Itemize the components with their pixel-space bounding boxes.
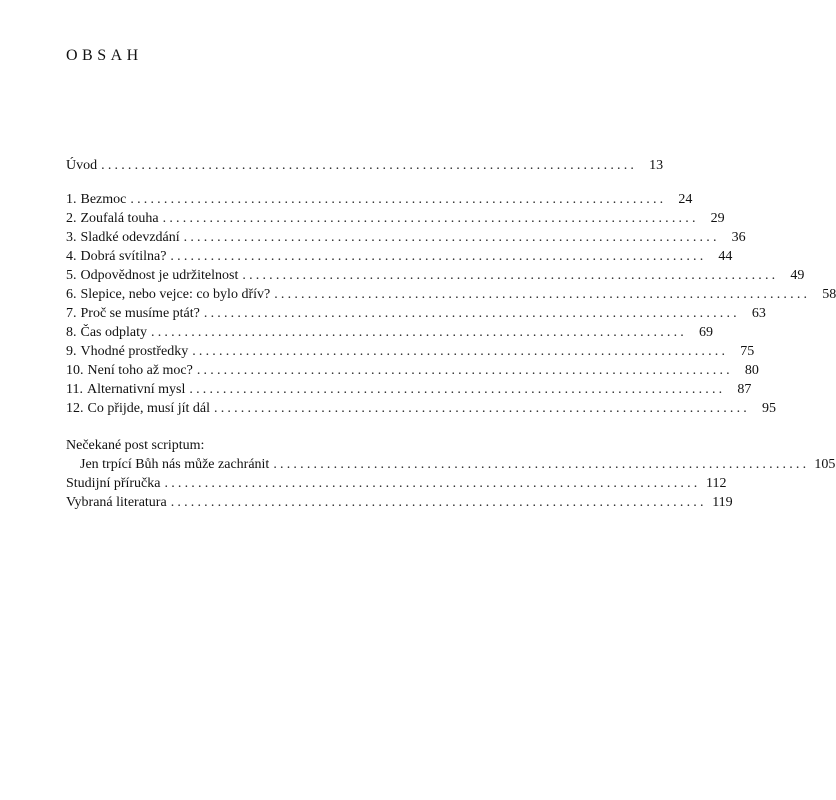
toc-entry-chapter bbox=[66, 304, 766, 323]
toc-entry-title: Odpovědnost je udržitelnost bbox=[80, 268, 239, 283]
chapter-number: 1. bbox=[66, 192, 77, 207]
toc-entry-page: 95 bbox=[762, 401, 776, 416]
toc-entry-postscript bbox=[66, 455, 836, 474]
toc-entry-title: Slepice, nebo vejce: co bylo dřív? bbox=[80, 287, 271, 302]
toc-entry-chapter bbox=[66, 342, 755, 361]
chapter-number: 9. bbox=[66, 344, 77, 359]
toc-entry-title: Vhodné prostředky bbox=[80, 344, 189, 359]
toc-entry-chapter bbox=[66, 323, 713, 342]
page-title: OBSAH bbox=[66, 47, 143, 64]
dot-leader: ................................................................................ bbox=[273, 457, 810, 472]
toc-entry-page: 36 bbox=[731, 230, 746, 245]
toc-entry-page: 75 bbox=[740, 344, 755, 359]
dot-leader: ................................................................................ bbox=[192, 344, 729, 359]
toc-entry-chapter bbox=[66, 285, 836, 304]
toc-entry-intro bbox=[66, 156, 664, 175]
dot-leader: ................................................................................ bbox=[203, 306, 740, 321]
toc-entry-title: Zoufalá touha bbox=[80, 211, 159, 226]
toc-entry-page: 69 bbox=[699, 325, 713, 340]
toc-entry-title: Není toho až moc? bbox=[87, 363, 193, 378]
toc-entry-chapter bbox=[66, 190, 693, 209]
dot-leader: ................................................................................ bbox=[130, 192, 667, 207]
chapter-number: 6. bbox=[66, 287, 77, 302]
dot-leader: ................................................................................ bbox=[170, 249, 707, 264]
dot-leader: ................................................................................ bbox=[170, 495, 707, 510]
toc-entry-title: Jen trpící Bůh nás může zachránit bbox=[80, 457, 270, 472]
toc-entry-page: 58 bbox=[822, 287, 836, 302]
toc-entry-title: Proč se musíme ptát? bbox=[80, 306, 200, 321]
dot-leader: ................................................................................ bbox=[151, 325, 687, 340]
chapter-number: 11. bbox=[66, 382, 83, 397]
toc-entry-chapter bbox=[66, 209, 725, 228]
toc-entry-chapter bbox=[66, 228, 746, 247]
toc-entry-chapter bbox=[66, 399, 776, 418]
dot-leader: ................................................................................ bbox=[274, 287, 811, 302]
toc-entry-title: Dobrá svítilna? bbox=[80, 249, 167, 264]
toc-entry-chapter bbox=[66, 380, 752, 399]
table-of-contents bbox=[66, 156, 836, 512]
dot-leader: ................................................................................ bbox=[162, 211, 699, 226]
toc-entry-page: 105 bbox=[814, 457, 836, 472]
chapter-number: 2. bbox=[66, 211, 77, 226]
chapter-number: 8. bbox=[66, 325, 77, 340]
toc-entry-page: 13 bbox=[649, 158, 664, 173]
toc-entry-title: Úvod bbox=[66, 158, 98, 173]
toc-entry-page: 44 bbox=[718, 249, 733, 264]
toc-entry-page: 29 bbox=[710, 211, 725, 226]
dot-leader: ................................................................................ bbox=[189, 382, 726, 397]
chapter-number: 12. bbox=[66, 401, 84, 416]
chapter-number: 4. bbox=[66, 249, 77, 264]
toc-entry-title: Sladké odevzdání bbox=[80, 230, 180, 245]
toc-entry-title: Co přijde, musí jít dál bbox=[87, 401, 210, 416]
toc-entry-page: 63 bbox=[751, 306, 766, 321]
chapter-number: 7. bbox=[66, 306, 77, 321]
toc-entry-chapter bbox=[66, 247, 733, 266]
toc-entry-page: 87 bbox=[737, 382, 752, 397]
postscript-label: Nečekané post scriptum: bbox=[66, 438, 205, 453]
chapter-number: 5. bbox=[66, 268, 77, 283]
dot-leader: ................................................................................ bbox=[164, 476, 701, 491]
toc-entry-chapter bbox=[66, 361, 759, 380]
toc-entry-title: Vybraná literatura bbox=[66, 495, 167, 510]
toc-entry-study-guide bbox=[66, 474, 727, 493]
toc-entry-page: 112 bbox=[706, 476, 727, 491]
dot-leader: ................................................................................ bbox=[214, 401, 750, 416]
toc-entry-title: Čas odplaty bbox=[80, 325, 147, 340]
toc-entry-title: Bezmoc bbox=[80, 192, 127, 207]
toc-entry-page: 49 bbox=[790, 268, 805, 283]
dot-leader: ................................................................................ bbox=[242, 268, 779, 283]
toc-entry-title: Alternativní mysl bbox=[86, 382, 186, 397]
chapter-list bbox=[66, 190, 836, 418]
toc-entry-chapter bbox=[66, 266, 805, 285]
toc-entry-bibliography bbox=[66, 493, 733, 512]
toc-entry-page: 24 bbox=[678, 192, 693, 207]
chapter-number: 10. bbox=[66, 363, 84, 378]
toc-entry-title: Studijní příručka bbox=[66, 476, 161, 491]
dot-leader: ................................................................................ bbox=[183, 230, 720, 245]
dot-leader: ................................................................................ bbox=[196, 363, 733, 378]
toc-entry-page: 119 bbox=[712, 495, 733, 510]
toc-entry-page: 80 bbox=[744, 363, 759, 378]
dot-leader: ................................................................................ bbox=[101, 158, 638, 173]
chapter-number: 3. bbox=[66, 230, 77, 245]
